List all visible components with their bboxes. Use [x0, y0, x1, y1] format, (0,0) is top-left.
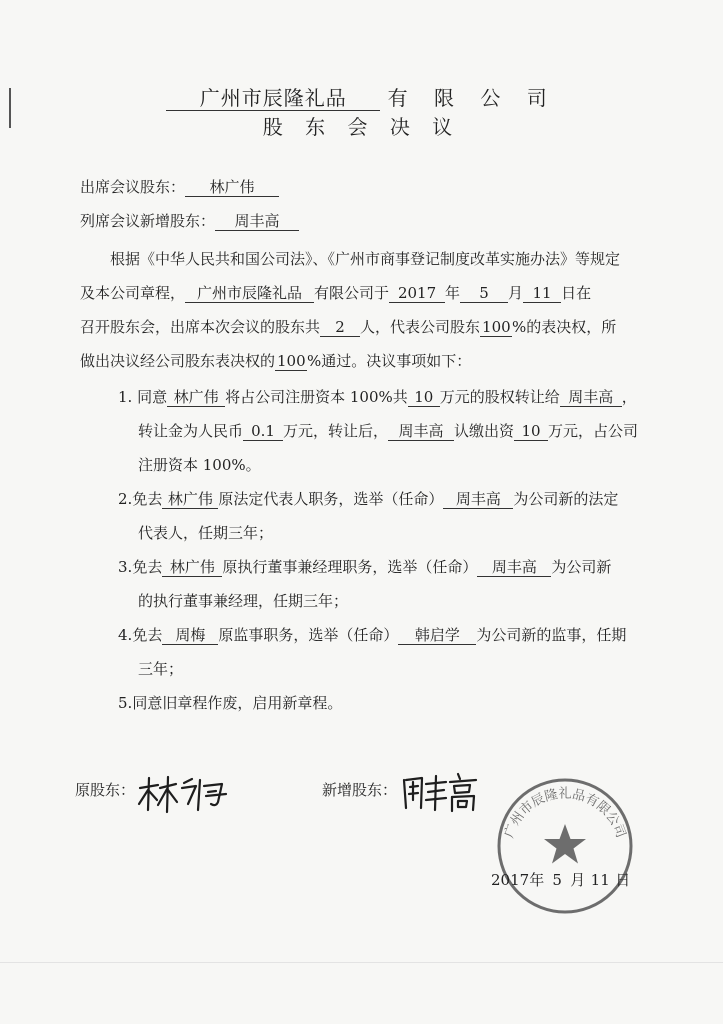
date-month: 5 [552, 871, 562, 889]
item-text: 万元，占公司 [548, 422, 639, 440]
intro-text: 人，代表公司股东 [360, 318, 481, 336]
item-1-line-2 [138, 420, 638, 441]
intro-text: 有限公司于 [314, 284, 390, 302]
new-director: 周丰高 [477, 559, 551, 577]
item-text: 为公司新 [551, 558, 612, 576]
item-number: 2. [118, 490, 133, 508]
item-2-line-2: 代表人，任期三年； [138, 524, 274, 542]
new-representative: 周丰高 [443, 491, 513, 509]
intro-line-2 [80, 282, 591, 303]
company-seal [495, 776, 635, 916]
approval-percent: 100 [277, 352, 306, 370]
removed-supervisor: 周梅 [162, 627, 218, 645]
company-name: 广州市辰隆礼品 [166, 87, 380, 111]
transferee-name: 周丰高 [560, 389, 622, 407]
item-text: 将占公司注册资本 100%共 [225, 388, 408, 406]
item-4-line-1 [118, 624, 626, 645]
item-number: 1. [118, 388, 133, 406]
new-shareholder-line [80, 210, 299, 231]
transferor-name: 林广伟 [167, 389, 225, 407]
item-text: 同意 [137, 388, 168, 406]
item-text: 为公司新的法定 [513, 490, 619, 508]
item-1-line-3: 注册资本 100%。 [138, 456, 261, 474]
shareholder-count: 2 [320, 319, 360, 337]
intro-text: 年 [445, 284, 461, 302]
present-shareholder-label: 出席会议股东： [80, 178, 186, 196]
item-text: 同意旧章程作废，启用新章程。 [132, 694, 343, 712]
item-number: 3. [118, 558, 133, 576]
item-text: 免去 [132, 490, 163, 508]
item-number: 5. [118, 694, 133, 712]
company-title [0, 82, 723, 111]
date-day: 11 [590, 871, 610, 889]
item-4-line-2: 三年； [138, 660, 184, 678]
item-1-line-1 [118, 386, 637, 407]
intro-text: 月 [508, 284, 524, 302]
item-text: 原法定代表人职务，选举（任命） [218, 490, 444, 508]
intro-text: %通过。决议事项如下： [307, 352, 472, 370]
item-text: ， [621, 388, 637, 406]
voting-percent: 100 [482, 318, 511, 336]
meeting-day: 11 [523, 285, 561, 303]
present-shareholder-name: 林广伟 [185, 179, 279, 197]
date-text: 日 [615, 871, 631, 889]
seal-text: 广州市辰隆礼品有限公司 [501, 786, 629, 840]
item-3-line-1 [118, 556, 611, 577]
intro-line-4 [80, 350, 471, 371]
date-text: 年 [529, 871, 545, 889]
item-text: 原执行董事兼经理职务，选举（任命） [222, 558, 478, 576]
transferee-name-2: 周丰高 [388, 423, 454, 441]
item-text: 万元，转让后， [283, 422, 389, 440]
item-text: 免去 [132, 626, 163, 644]
new-supervisor: 韩启学 [398, 627, 476, 645]
item-text: 原监事职务，选举（任命） [218, 626, 399, 644]
item-text: 转让金为人民币 [138, 422, 244, 440]
date-year: 2017 [491, 871, 530, 889]
item-number: 4. [118, 626, 133, 644]
contribution-amount: 10 [514, 423, 548, 441]
transfer-price: 0.1 [243, 423, 283, 441]
intro-text: %的表决权，所 [512, 318, 617, 336]
item-3-line-2: 的执行董事兼经理，任期三年； [138, 592, 349, 610]
date-text: 月 [570, 871, 586, 889]
item-5-line [118, 692, 342, 713]
removed-director: 林广伟 [162, 559, 222, 577]
item-text: 万元的股权转让给 [439, 388, 560, 406]
meeting-company: 广州市辰隆礼品 [185, 285, 314, 303]
new-shareholder-label: 列席会议新增股东： [80, 212, 216, 230]
item-2-line-1 [118, 488, 618, 509]
intro-text: 召开股东会，出席本次会议的股东共 [80, 318, 321, 336]
new-shareholder-name: 周丰高 [215, 213, 299, 231]
share-capital: 10 [408, 389, 440, 407]
document-title: 股 东 会 决 议 [262, 115, 461, 139]
intro-text: 做出决议经公司股东表决权的 [80, 352, 276, 370]
sign-date [491, 869, 630, 890]
new-shareholder-signature [400, 770, 480, 814]
meeting-year: 2017 [389, 285, 445, 303]
intro-text: 日在 [561, 284, 592, 302]
meeting-month: 5 [460, 285, 508, 303]
company-suffix: 有 限 公 司 [387, 86, 557, 110]
intro-line-3 [80, 316, 616, 337]
item-text: 为公司新的监事，任期 [476, 626, 627, 644]
intro-text: 及本公司章程， [80, 284, 186, 302]
present-shareholder-line [80, 176, 279, 197]
original-shareholder-signature [136, 774, 232, 814]
fold-line [0, 962, 723, 963]
new-shareholder-sign-label: 新增股东： [322, 781, 398, 799]
removed-representative: 林广伟 [162, 491, 218, 509]
intro-line-1: 根据《中华人民共和国公司法》、《广州市商事登记制度改革实施办法》等规定 [110, 250, 621, 268]
item-text: 认缴出资 [454, 422, 515, 440]
original-shareholder-label: 原股东： [75, 781, 136, 799]
item-text: 免去 [132, 558, 163, 576]
